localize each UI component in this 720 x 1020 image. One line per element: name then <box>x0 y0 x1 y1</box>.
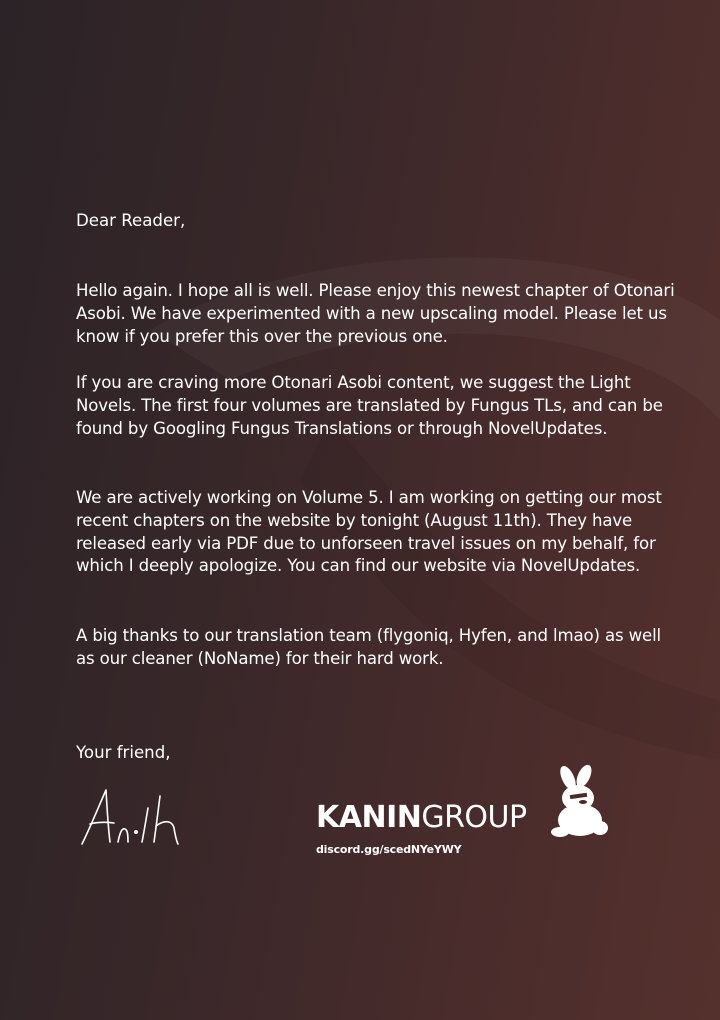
kanin-group-logo <box>316 800 527 836</box>
letter-paragraph-1: Hello again. I hope all is well. Please enjoy this newest chapter of Otonari Asobi. We have experimented with a new upscaling model. Please let us know if you prefer this over the previous one. <box>76 281 675 346</box>
brand-name-light: GROUP <box>421 800 527 835</box>
brand-name-bold: KANIN <box>316 800 422 835</box>
discord-link[interactable]: discord.gg/scedNYeYWY <box>316 843 462 856</box>
letter-greeting: Dear Reader, <box>76 211 186 230</box>
signature-image <box>76 782 226 852</box>
rabbit-icon <box>550 764 610 838</box>
letter-paragraph-2: If you are craving more Otonari Asobi content, we suggest the Light Novels. The first four volumes are translated by Fungus TLs, and can be found by Googling Fungus Translations or through NovelUpdates. <box>76 373 663 438</box>
letter-closing: Your friend, <box>76 743 171 762</box>
letter-paragraph-3: We are actively working on Volume 5. I am working on getting our most recent chapters on the website by tonight (August 11th). They have released early via PDF due to unforseen travel issues on my behalf, for which I deeply apologize. You can find our website via NovelUpdates. <box>76 488 662 576</box>
letter-paragraph-4: A big thanks to our translation team (flygoniq, Hyfen, and lmao) as well as our cleaner (NoName) for their hard work. <box>76 626 662 668</box>
